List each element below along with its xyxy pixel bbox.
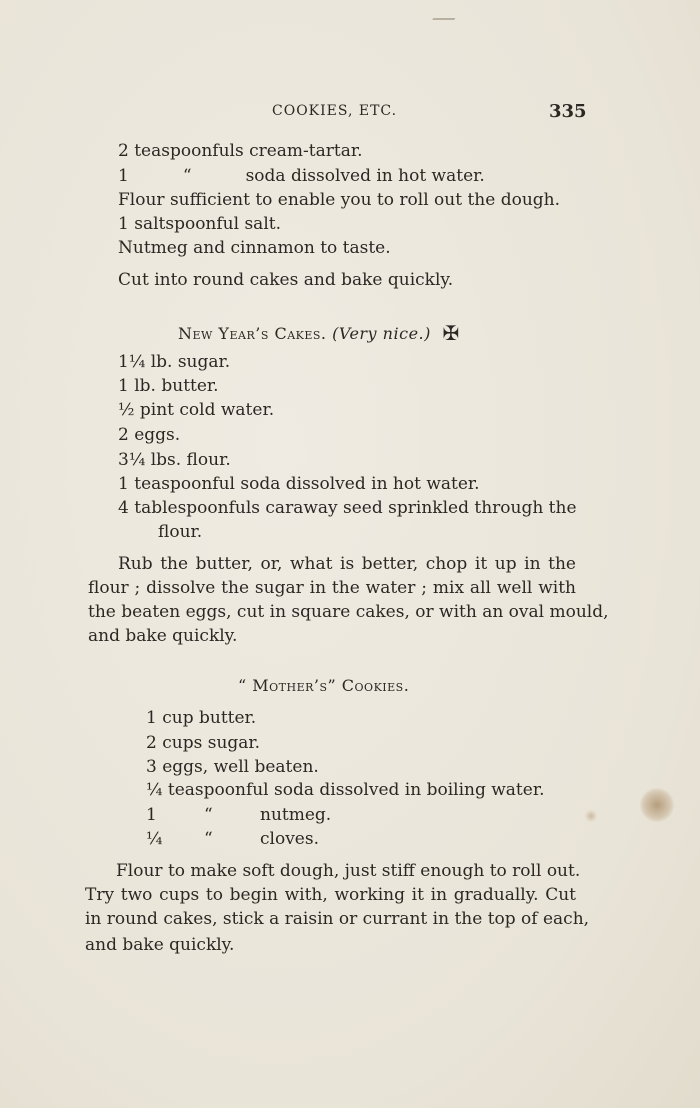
ingredient-line — [146, 733, 260, 753]
ingredient-line — [118, 376, 219, 396]
cross-pattee-icon: ✠ — [442, 321, 460, 345]
ingredient-text: tablespoonfuls caraway seed sprinkled through the — [128, 498, 577, 518]
running-title: COOKIES, ETC. — [272, 103, 398, 119]
instruction-line: flour ; dissolve the sugar in the water ; mix all well with — [88, 578, 576, 598]
recipe-instruction: Cut into round cakes and bake quickly. — [118, 270, 454, 290]
ingredient-continuation: flour. — [158, 522, 203, 542]
ingredient-text: pint cold water. — [134, 400, 275, 420]
ingredient-line — [118, 498, 576, 518]
ingredient-line: 2 teaspoonfuls cream-tartar. — [118, 141, 363, 161]
ingredient-text: nutmeg. — [260, 805, 332, 825]
ingredient-text: cups sugar. — [162, 733, 261, 753]
instruction-line: Flour to make soft dough, just stiff enough to roll out. — [116, 861, 581, 881]
ingredient-line: Flour sufficient to enable you to roll out the dough. — [118, 190, 560, 210]
instruction-line: Try two cups to begin with, working it in gradually. Cut — [85, 885, 576, 905]
ingredient-text: cloves. — [260, 829, 319, 849]
ingredient-qty: 1 — [118, 474, 129, 494]
ingredient-text: lb. sugar. — [145, 352, 231, 372]
instruction-line: in round cakes, stick a raisin or currant in the top of each, — [85, 909, 590, 929]
ingredient-line — [146, 757, 319, 777]
ingredient-line: 1 “ soda dissolved in hot water. — [118, 166, 485, 186]
ditto-mark: “ — [204, 829, 213, 849]
ingredient-line — [146, 708, 256, 728]
instruction-line: and bake quickly. — [85, 935, 235, 955]
instruction-line: Rub the butter, or, what is better, chop it up in the — [118, 554, 576, 574]
ingredient-line — [118, 450, 231, 470]
recipe-title: “ Mother’s” Cookies. — [238, 676, 410, 695]
ingredient-text: eggs, well beaten. — [162, 757, 319, 777]
ingredient-line — [146, 829, 319, 849]
ingredient-text: lb. butter. — [128, 376, 219, 396]
ingredient-line — [146, 805, 332, 825]
ingredient-line — [118, 425, 180, 445]
ingredient-line — [118, 400, 274, 420]
ingredient-text: eggs. — [128, 425, 181, 445]
ingredient-line: Nutmeg and cinnamon to taste. — [118, 238, 391, 258]
ingredient-line — [146, 780, 545, 800]
page-tear-mark — [432, 0, 466, 20]
ingredient-qty: 2 — [118, 425, 129, 445]
ingredient-text: teaspoonful soda dissolved in boiling water. — [167, 780, 545, 800]
recipe-heading — [238, 676, 409, 695]
ingredient-qty: 4 — [118, 498, 129, 518]
ingredient-qty: 1 — [146, 708, 157, 728]
age-stain-small — [584, 810, 598, 822]
ingredient-text: lbs. flour. — [145, 450, 231, 470]
recipe-heading — [178, 320, 460, 344]
page-number: 335 — [549, 101, 587, 122]
ingredient-text: teaspoonful soda dissolved in hot water. — [128, 474, 480, 494]
ingredient-qty: 3¼ — [118, 450, 146, 470]
instruction-line: the beaten eggs, cut in square cakes, or with an oval mould, — [88, 602, 609, 622]
recipe-title: New Year’s Cakes. — [178, 324, 327, 343]
ingredient-qty: 2 — [146, 733, 157, 753]
ingredient-qty: 1¼ — [118, 352, 146, 372]
ingredient-qty: ½ — [118, 400, 135, 420]
ingredient-qty: 3 — [146, 757, 157, 777]
ditto-mark: “ — [204, 805, 213, 825]
instruction-line: and bake quickly. — [88, 626, 238, 646]
ingredient-qty: 1 — [118, 376, 129, 396]
ingredient-line: 1 saltspoonful salt. — [118, 214, 281, 234]
ingredient-text: cup butter. — [162, 708, 257, 728]
ingredient-line — [118, 352, 230, 372]
ingredient-line — [118, 474, 480, 494]
ingredient-qty: ¼ — [146, 829, 163, 849]
recipe-note: (Very nice.) — [332, 324, 431, 343]
ingredient-qty: 1 — [146, 805, 157, 825]
ingredient-qty: ¼ — [146, 780, 163, 800]
age-stain — [640, 788, 674, 822]
